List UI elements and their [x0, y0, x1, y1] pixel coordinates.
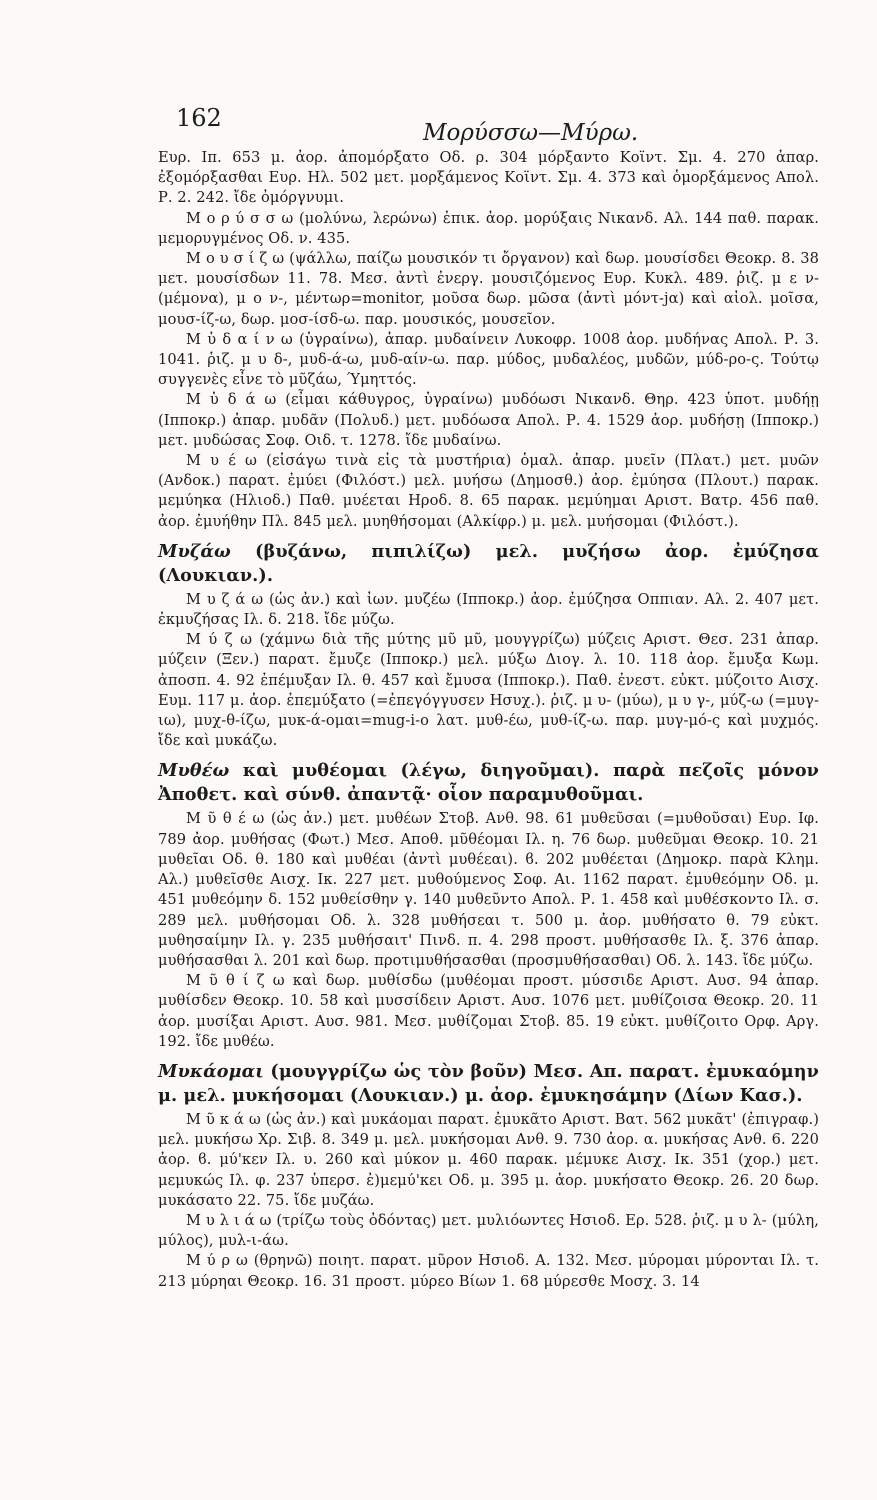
entry-myeo: [158, 451, 819, 532]
entry-mydao: [158, 390, 819, 451]
entry-text: Μ ύ ρ ω (θρηνῶ) ποιητ. παρατ. μῦρον Ησιοδ. Α. 132. Μεσ. μύρομαι μύρονται Ιλ. τ. 213 μύρηαι Θεοκρ. 16. 31 προστ. μύρεο Βίων 1. 68 μύρεσθε Μοσχ. 3. 14: [158, 1252, 819, 1290]
entry-myzao: [158, 590, 819, 630]
running-head: Μορύσσω—Μύρω.: [423, 120, 639, 146]
entry-continuation: [158, 148, 819, 209]
entry-myliao: [158, 1211, 819, 1251]
entry-mydaino: [158, 330, 819, 391]
heading-text: (μουγγρίζω ὡς τὸν βοῦν) Μεσ. Απ. παρατ. ἐμυκαόμην μ. μελ. μυκήσομαι (Λουκιαν.) μ. ἀορ. ἐμυκησάμην (Δίων Κασ.).: [158, 1060, 819, 1106]
entry-text: Μ ύ ζ ω (χάμνω διὰ τῆς μύτης μῦ μῦ, μουγγρίζω) μύζεις Αριστ. Θεσ. 231 ἀπαρ. μύζειν (Ξεν.) παρατ. ἔμυζε (Ιπποκρ.) μελ. μύξω Διογ. λ. 10. 118 ἀορ. ἔμυξα Κωμ. ἀποσπ. 4. 92 ἐπέμυξαν Ιλ. θ. 457 καὶ ἔμυσα (Ιπποκρ.). Παθ. ἐνεστ. εὐκτ. μύζοιτο Αισχ. Ευμ. 117 μ. ἀορ. ἐπεμύξατο (=ἐπεγόγγυσεν Ησυχ.). ῥιζ. μ υ- (μύω), μ υ γ-, μύζ-ω (=μυγ-ιω), μυχ-θ-ίζω, μυκ-ά-ομαι=mug-i-o λατ. μυθ-έω, μυθ-ίζ-ω. παρ. μυγ-μό-ς καὶ μυχμός. ἴδε καὶ μυκάζω.: [158, 631, 819, 750]
entry-mousizo: [158, 249, 819, 330]
entry-mythizo: [158, 971, 819, 1052]
page-header: [158, 100, 819, 146]
entry-text: Μ ο ρ ύ σ σ ω (μολύνω, λερώνω) ἐπικ. ἀορ. μορύξαις Νικανδ. Αλ. 144 παθ. παρακ. μεμορυγμένος Οδ. ν. 435.: [158, 209, 819, 247]
heading-text: καὶ μυθέομαι (λέγω, διηγοῦμαι). παρὰ πεζοῖς μόνον Ἀποθετ. καὶ σύνθ. ἀπαντᾷ· οἷον παραμυθοῦμαι.: [158, 760, 819, 806]
entry-text: Μ ο υ σ ί ζ ω (ψάλλω, παίζω μουσικόν τι ὄργανον) καὶ δωρ. μουσίσδει Θεοκρ. 8. 38 μετ. μουσίσδων 11. 78. Μεσ. ἀντὶ ἐνεργ. μουσιζόμενος Ευρ. Κυκλ. 489. ῥιζ. μ ε ν- (μέμονα), μ ο ν-, μέντωρ=monitor, μοῦσα δωρ. μῶσα (ἀντὶ μόντ-jα) καὶ αἰολ. μοῖσα, μουσ-ίζ-ω, δωρ. μοσ-ίσδ-ω. παρ. μουσικός, μουσεῖον.: [158, 250, 819, 328]
entry-text: Μ ὑ δ α ί ν ω (ὑγραίνω), ἀπαρ. μυδαίνειν Λυκοφρ. 1008 ἀορ. μυδήνας Απολ. Ρ. 3. 1041. ῥιζ. μ υ δ-, μυδ-ά-ω, μυδ-αίν-ω. παρ. μύδος, μυδαλέος, μυδῶν, μύδ-ρο-ς. Τούτῳ συγγενὲς εἶνε τὸ μῦζάω, Ύμηττός.: [158, 330, 819, 389]
entry-mykao: [158, 1110, 819, 1211]
entry-mytheo: [158, 809, 819, 971]
entry-myro: [158, 1251, 819, 1291]
heading-lemma: Μυθέω: [158, 760, 230, 782]
entry-myzo: [158, 630, 819, 751]
entry-text: Μ ὑ δ ά ω (εἶμαι κάθυγρος, ὑγραίνω) μυδόωσι Νικανδ. Θηρ. 423 ὑποτ. μυδήῃ (Ιπποκρ.) ἀπαρ. μυδᾶν (Πολυδ.) μετ. μυδόωσα Απολ. Ρ. 4. 1529 ἀορ. μυδήσῃ (Ιπποκρ.) μετ. μυδώσας Σοφ. Οιδ. τ. 1278. ἴδε μυδαίνω.: [158, 391, 819, 449]
entry-text: Μ ῦ θ έ ω (ὡς ἀν.) μετ. μυθέων Στοβ. Ανθ. 98. 61 μυθεῦσαι (=μυθοῦσαι) Ευρ. Ιφ. 789 ἀορ. μυθήσας (Φωτ.) Μεσ. Αποθ. μῦθέομαι Ιλ. η. 76 δωρ. μυθεῦμαι Θεοκρ. 10. 21 μυθεῖαι Οδ. θ. 180 καὶ μυθέαι (ἀντὶ μυθέεαι). ϐ. 202 μυθέεται (Δημοκρ. παρὰ Κλημ. Αλ.) μυθεῖσθε Αισχ. Ικ. 227 μετ. μυθούμενος Σοφ. Αι. 1162 παρατ. ἐμυθεόμην Οδ. μ. 451 μυθεόμην δ. 152 μυθείσθην γ. 140 μυθεῦντο Απολ. Ρ. 1. 458 καὶ μυθέσκοντο Ιλ. σ. 289 μελ. μυθήσομαι Οδ. λ. 328 μυθήσεαι τ. 500 μ. ἀορ. μυθήσατο θ. 79 εὐκτ. μυθησαίμην Ιλ. γ. 235 μυθήσαιτ' Πινδ. π. 4. 298 προστ. μυθήσασθε Ιλ. ξ. 376 ἀπαρ. μυθήσασθαι λ. 201 καὶ δωρ. προτιμυθήσασθαι (προσμυθήσασθαι) Οδ. λ. 143. ἴδε μύζω.: [158, 810, 819, 969]
heading-lemma: Μυκάομαι: [158, 1060, 264, 1082]
entry-text: Μ ῦ θ ί ζ ω καὶ δωρ. μυθίσδω (μυθέομαι προστ. μύσσιδε Αριστ. Αυσ. 94 ἀπαρ. μυθίσδεν Θεοκρ. 10. 58 καὶ μυσσίδειν Αριστ. Αυσ. 1076 μετ. μυθίζοισα Θεοκρ. 20. 11 ἀορ. μυσίξαι Αριστ. Αυσ. 981. Μεσ. μυθίζομαι Στοβ. 85. 19 εὐκτ. μυθίζοιτο Ορφ. Αργ. 192. ἴδε μυθέω.: [158, 972, 819, 1050]
entry-text: Μ υ έ ω (εἰσάγω τινὰ εἰς τὰ μυστήρια) ὁμαλ. ἀπαρ. μυεῖν (Πλατ.) μετ. μυῶν (Ανδοκ.) παρατ. ἐμύει (Φιλόστ.) μελ. μυήσω (Δημοσθ.) ἀορ. ἐμύησα (Πλουτ.) παρακ. μεμύηκα (Ηλιοδ.) Παθ. μυέεται Ηροδ. 8. 65 παρακ. μεμύημαι Αριστ. Βατρ. 456 παθ. ἀορ. ἐμυήθην Πλ. 845 μελ. μυηθήσομαι (Αλκίφρ.) μ. μελ. μυήσομαι (Φιλόστ.).: [158, 452, 819, 530]
entry-text: Μ υ λ ι ά ω (τρίζω τοὺς ὀδόντας) μετ. μυλιόωντες Ησιοδ. Ερ. 528. ῥιζ. μ υ λ- (μύλη, μύλος), μυλ-ι-άω.: [158, 1211, 819, 1250]
entry-morysso: [158, 209, 819, 249]
entry-text: Μ ῦ κ ά ω (ὡς ἀν.) καὶ μυκάομαι παρατ. ἐμυκᾶτο Αριστ. Βατ. 562 μυκᾶτ' (ἐπιγραφ.) μελ. μυκήσω Χρ. Σιβ. 8. 349 μ. μελ. μυκήσομαι Ανθ. 9. 730 ἀορ. α. μυκήσας Ανθ. 6. 220 ἀορ. ϐ. μύ'κεν Ιλ. υ. 260 καὶ μύκον μ. 460 παρακ. μέμυκε Αισχ. Ικ. 351 (χορ.) μετ. μεμυκώς Ιλ. φ. 237 ὑπερσ. ἐ)μεμύ'κει Οδ. μ. 395 μ. ἀορ. μυκήσατο Θεοκρ. 26. 20 δωρ. μυκάσατο 22. 75. ἴδε μυζάω.: [158, 1110, 819, 1209]
entry-text: Μ υ ζ ά ω (ὡς ἀν.) καὶ ἰων. μυζέω (Ιπποκρ.) ἀορ. ἐμύζησα Οππιαν. Αλ. 2. 407 μετ. ἐκμυζήσας Ιλ. δ. 218. ἴδε μύζω.: [158, 590, 819, 629]
heading-text: (βυζάνω, πιπιλίζω) μελ. μυζήσω ἀορ. ἐμύζησα (Λουκιαν.).: [158, 540, 819, 586]
dictionary-text: [158, 148, 819, 1292]
heading-mytheo: [158, 759, 819, 807]
entry-text: Ευρ. Ιπ. 653 μ. ἀορ. ἀπομόρξατο Οδ. ρ. 304 μόρξαντο Κοϊντ. Σμ. 4. 270 ἀπαρ. ἐξομόρξασθαι Ευρ. Ηλ. 502 μετ. μορξάμενος Κοϊντ. Σμ. 4. 373 καὶ ὁμορξάμενος Απολ. Ρ. 2. 242. ἴδε ὀμόργνυμι.: [158, 149, 819, 207]
heading-myzao: [158, 540, 819, 588]
heading-mykaomai: [158, 1060, 819, 1108]
heading-lemma: Μυζάω: [158, 540, 231, 562]
page-number: 162: [176, 104, 222, 132]
